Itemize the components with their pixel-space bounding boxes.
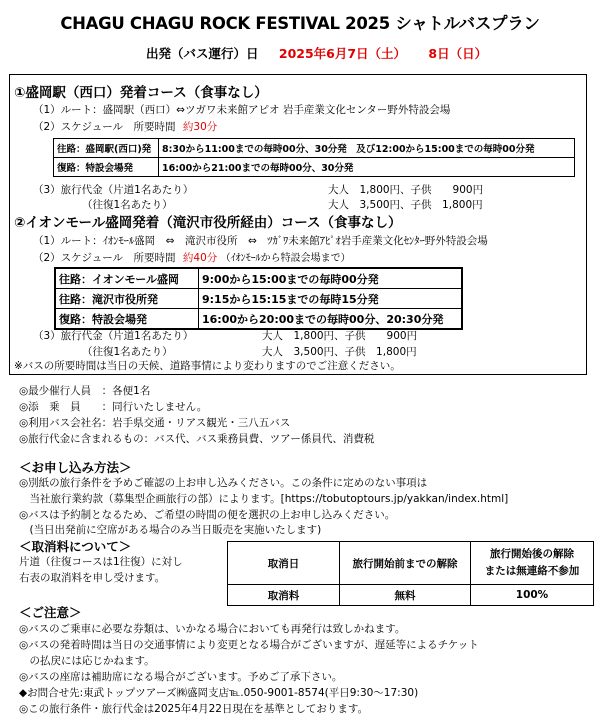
table-cell: 復路：特設会場発	[54, 158, 159, 177]
course1-schedule-table	[53, 138, 575, 177]
table-cell: 取消料	[228, 585, 340, 606]
table-cell: 8:30から11:00までの毎時00分、30分発 及び12:00から15:00までの毎時00分発	[159, 139, 575, 158]
course2-heading: ②イオンモール盛岡発着（滝沢市役所経由）コース（食事なし）	[14, 215, 402, 231]
table-cell: 16:00から20:00までの毎時00分、20:30分発	[199, 309, 463, 330]
caution-line: ◎バスの発着時間は当日の交通事情により変更となる場合がございますが、遅延等によるチケット	[19, 639, 479, 651]
date-first: 2025年6月7日（土）	[278, 46, 407, 61]
course1-price-oneway: 大人 1,800円、子供 900円	[328, 184, 484, 196]
course1-schedule-time: 約30分	[182, 121, 218, 133]
caution-line: ◎この旅行条件・旅行代金は2025年4月22日現在を基準としております。	[19, 703, 369, 715]
course2-schedule-time: 約40分	[182, 252, 218, 264]
table-cell: 復路：特設会場発	[55, 309, 199, 330]
course1-price-round: 大人 3,500円、子供 1,800円	[328, 199, 483, 211]
info-min-participants: ◎最少催行人員 ：各便1名	[19, 385, 151, 397]
cancellation-heading: ＜取消料について＞	[19, 539, 132, 554]
caution-heading: ＜ご注意＞	[19, 605, 82, 620]
caution-line: ◎バスのご乗車に必要な券類は、いかなる場合においても再発行は致しかねます。	[19, 623, 406, 635]
table-row	[55, 289, 462, 309]
departure-dates	[146, 44, 487, 62]
table-cell: 往路：イオンモール盛岡	[55, 268, 199, 289]
cancellation-table	[227, 541, 594, 606]
application-line: (当日出発前に空席がある場合のみ当日販売を実施いたします)	[19, 524, 322, 536]
table-row	[54, 158, 575, 177]
table-row	[55, 309, 462, 330]
course2-price-oneway: 大人 1,800円、子供 900円	[262, 330, 418, 342]
course1-schedule-label: （2）スケジュール 所要時間	[33, 121, 176, 133]
course2-schedule-table	[54, 267, 463, 330]
course2-schedule-label: （2）スケジュール 所要時間	[33, 252, 176, 264]
course2-price-round-label: （往復1名あたり）	[82, 346, 173, 358]
course2-route: （1）ルート：ｲｵﾝﾓｰﾙ盛岡 ⇔ 滝沢市役所 ⇔ ﾂｶﾞﾜ未来館ｱﾋﾟｵ岩手産業文化ｾﾝﾀｰ野外特設会場	[33, 235, 488, 247]
weather-note: ※バスの所要時間は当日の天候、道路事情により変わりますのでご注意ください。	[14, 360, 401, 372]
table-cell: 16:00から21:00までの毎時00分、30分発	[159, 158, 575, 177]
table-cell: 9:15から15:15までの毎時15分発	[199, 289, 463, 309]
caution-line: の払戻には応じかねます。	[19, 655, 155, 667]
course1-schedule	[33, 119, 217, 134]
course1-route: （1）ルート：盛岡駅（西口）⇔ツガワ未来館アピオ 岩手産業文化センター野外特設会場	[33, 104, 451, 116]
application-line: ◎別紙の旅行条件を予めご確認の上お申し込みください。この条件に定めのない事項は	[19, 477, 428, 489]
table-cell: 100%	[471, 585, 594, 606]
course1-heading: ①盛岡駅（西口）発着コース（食事なし）	[14, 85, 268, 101]
cancellation-text: 片道（往復コースは1往復）に対し	[19, 556, 183, 568]
course2-price-label: （3）旅行代金（片道1名あたり）	[33, 330, 194, 342]
table-row	[228, 585, 594, 606]
table-row	[55, 268, 462, 289]
page-title: CHAGU CHAGU ROCK FESTIVAL 2025 シャトルバスプラン	[60, 14, 540, 33]
course1-price-label: （3）旅行代金（片道1名あたり）	[33, 184, 194, 196]
course2-schedule-note: （ｲｵﾝﾓｰﾙから特設会場まで）	[220, 253, 351, 264]
application-line: 当社旅行業約款（募集型企画旅行の部）によります。[https://tobutoptours.jp/yakkan/index.html]	[19, 493, 509, 505]
dates-label: 出発（バス運行）日	[146, 46, 259, 61]
info-escort: ◎添 乗 員 ：同行いたしません。	[19, 401, 208, 413]
caution-line: ◎バスの座席は補助席になる場合がございます。予めご了承下さい。	[19, 671, 343, 683]
table-cell: 往路：滝沢市役所発	[55, 289, 199, 309]
table-header: 取消日	[228, 542, 340, 585]
course1-price-round-label: （往復1名あたり）	[82, 199, 173, 211]
table-row	[228, 542, 594, 585]
table-header: 旅行開始前までの解除	[340, 542, 471, 585]
table-row	[54, 139, 575, 158]
application-line: ◎バスは予約制となるため、ご希望の時間の便を選択の上お申し込みください。	[19, 509, 396, 521]
contact-info: ◆お問合せ先:東武トップツアーズ㈱盛岡支店℡.050-9001-8574(平日9:30～17:30)	[19, 687, 419, 699]
table-cell: 無料	[340, 585, 471, 606]
info-included: ◎旅行代金に含まれるもの：バス代、バス乗務員費、ツアー係員代、消費税	[19, 433, 375, 445]
application-heading: ＜お申し込み方法＞	[19, 460, 132, 475]
table-cell: 9:00から15:00までの毎時00分発	[199, 268, 463, 289]
course2-schedule	[33, 249, 351, 265]
cancellation-text: 右表の取消料を申し受けます。	[19, 572, 166, 584]
table-header: 旅行開始後の解除 または無連絡不参加	[471, 542, 594, 585]
info-bus-company: ◎利用バス会社名：岩手県交通・リアス観光・三八五バス	[19, 417, 291, 429]
date-second: 8日（日）	[428, 46, 488, 61]
table-cell: 往路：盛岡駅(西口)発	[54, 139, 159, 158]
course2-price-round: 大人 3,500円、子供 1,800円	[262, 346, 417, 358]
